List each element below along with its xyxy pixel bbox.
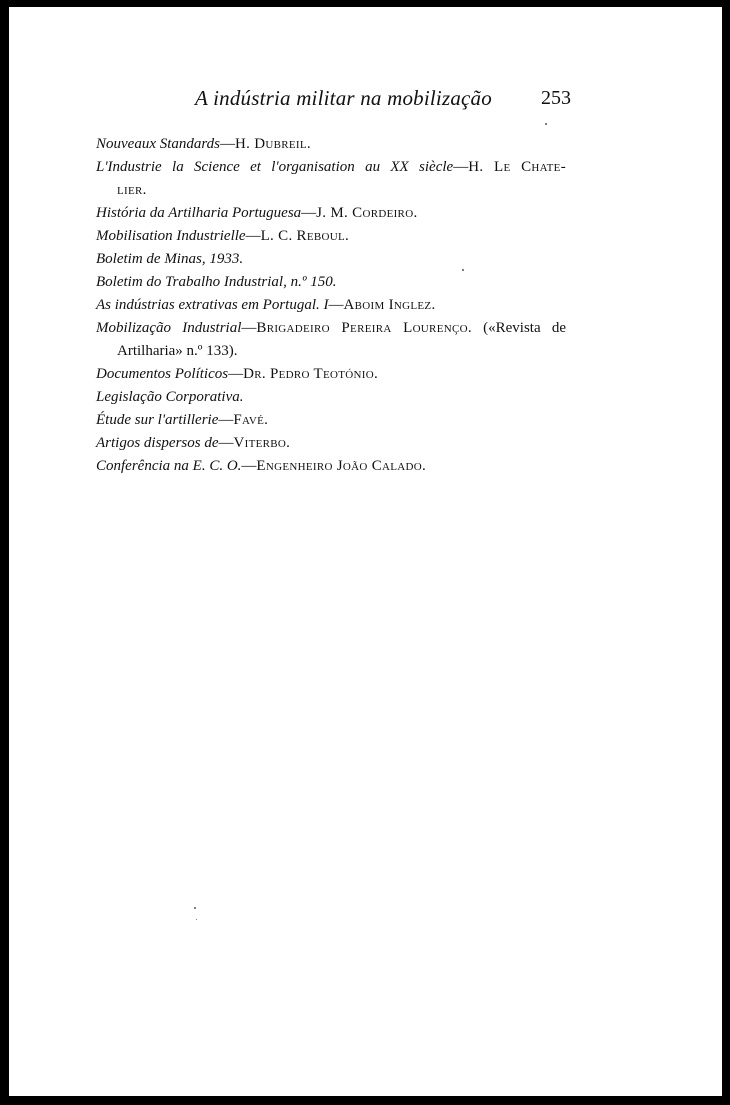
running-title: A indústria militar na mobilização (195, 86, 492, 110)
bibliography-entry (96, 225, 566, 248)
entry-author: Dr. Pedro Teotónio. (243, 366, 379, 382)
entry-title: As indústrias extrativas em Portugal. I (96, 297, 329, 313)
entry-separator: — (301, 205, 317, 221)
entry-separator: — (328, 297, 344, 313)
entry-note: («Revista de (471, 320, 566, 336)
entry-title: História da Artilharia Portuguesa (96, 205, 302, 221)
entry-title: Documentos Políticos (96, 366, 229, 382)
entry-separator: — (241, 458, 257, 474)
entry-author: Engenheiro João Calado. (256, 458, 427, 474)
entry-author: L. C. Reboul. (260, 228, 350, 244)
entry-note-continued: Artilharia» n.º 133). (117, 343, 238, 359)
entry-first-line (96, 156, 566, 179)
bibliography-entry (96, 248, 566, 271)
bibliography-entry (96, 455, 566, 478)
bibliography-entry (96, 294, 566, 317)
entry-author: H. Le Chate- (468, 159, 566, 175)
entry-author: Brigadeiro Pereira Lourenço. (256, 320, 472, 336)
entry-title: L'Industrie la Science et l'organisation au XX siècle (96, 159, 454, 175)
entry-title: Artigos dispersos de (96, 435, 219, 451)
entry-separator: — (245, 228, 261, 244)
page-number: 253 (541, 87, 571, 109)
entry-first-line (96, 317, 566, 340)
entry-title: Mobilização Industrial (96, 320, 242, 336)
bibliography-entry (96, 432, 566, 455)
entry-separator: — (218, 412, 234, 428)
bibliography-list (96, 133, 566, 478)
entry-title: Mobilisation Industrielle (96, 228, 246, 244)
paper-speck (194, 907, 196, 909)
entry-separator: — (453, 159, 469, 175)
entry-author: H. Dubreil. (235, 136, 311, 152)
bibliography-entry (96, 271, 566, 294)
bibliography-entry (96, 363, 566, 386)
entry-author: J. M. Cordeiro. (316, 205, 418, 221)
entry-title: Boletim de Minas, 1933. (96, 251, 244, 267)
bibliography-entry (96, 386, 566, 409)
entry-author-continued: lier. (117, 182, 147, 198)
entry-author: Favé. (233, 412, 269, 428)
entry-title: Conferência na E. C. O. (96, 458, 242, 474)
bibliography-entry (96, 156, 566, 202)
book-page (9, 7, 722, 1096)
paper-speck (196, 919, 197, 920)
paper-speck (462, 269, 464, 271)
bibliography-entry (96, 317, 566, 363)
paper-speck (545, 123, 547, 125)
entry-title: Boletim do Trabalho Industrial, n.º 150. (96, 274, 337, 290)
entry-title: Legislação Corporativa. (96, 389, 244, 405)
bibliography-entry (96, 409, 566, 432)
entry-separator: — (220, 136, 236, 152)
entry-title: Nouveaux Standards (96, 136, 221, 152)
entry-author: Aboim Inglez. (343, 297, 436, 313)
entry-separator: — (218, 435, 234, 451)
page-header (9, 86, 722, 116)
entry-separator: — (228, 366, 244, 382)
bibliography-entry (96, 202, 566, 225)
bibliography-entry (96, 133, 566, 156)
entry-separator: — (241, 320, 257, 336)
entry-author: Viterbo. (233, 435, 291, 451)
entry-title: Étude sur l'artillerie (96, 412, 219, 428)
